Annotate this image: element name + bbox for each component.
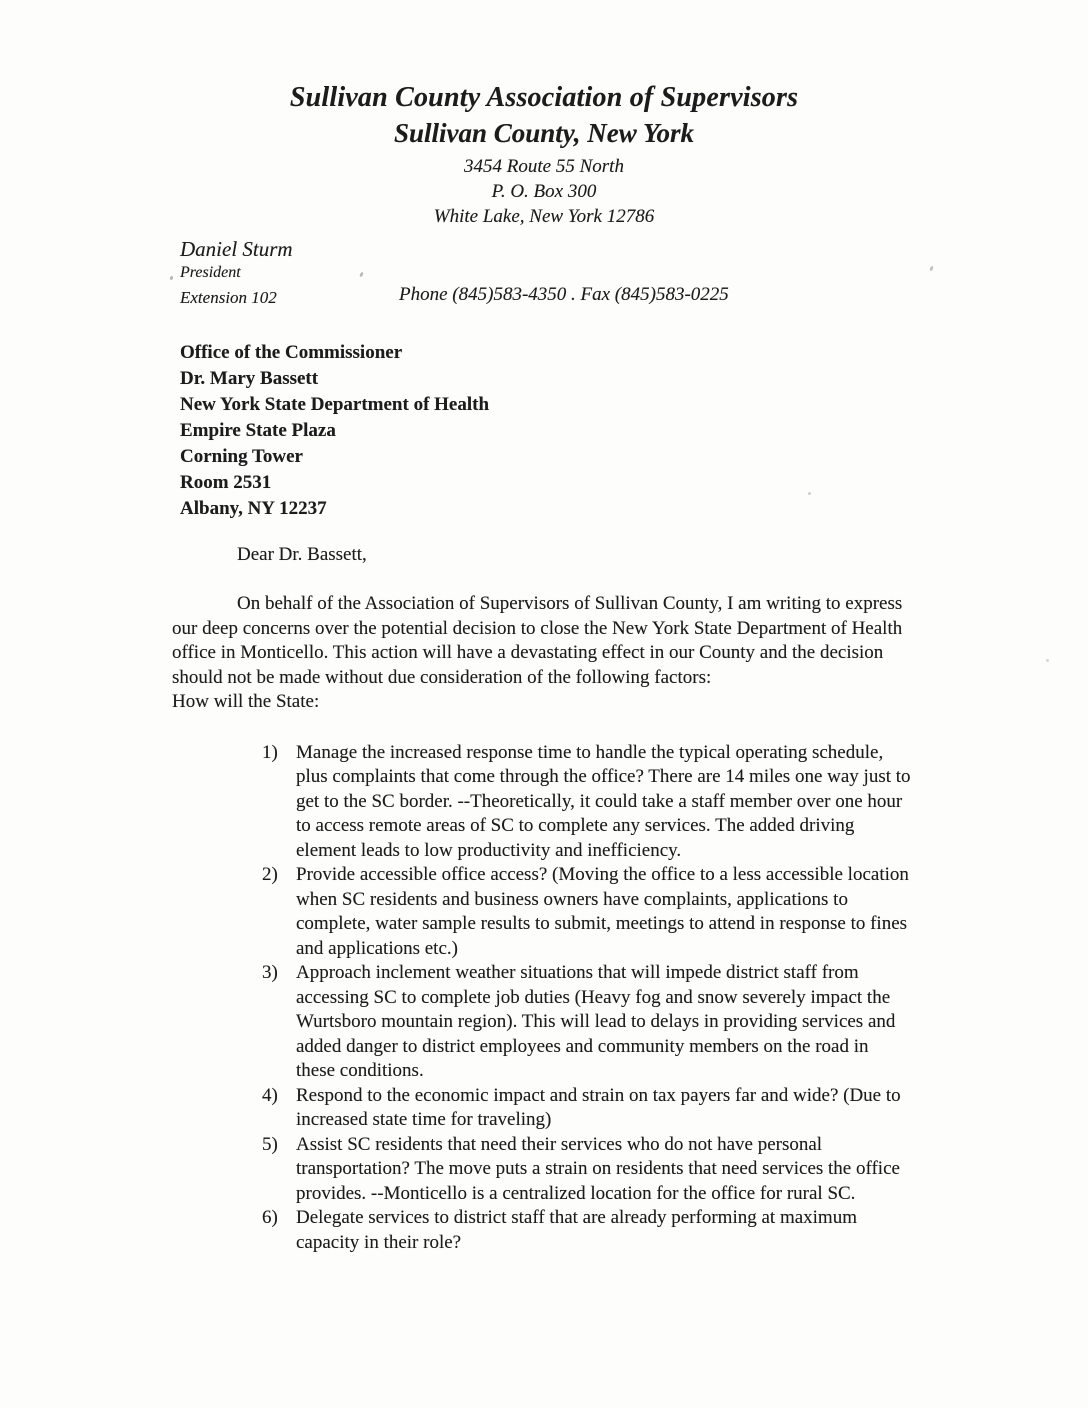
list-item-number: 6): [262, 1207, 278, 1228]
list-item-text: Manage the increased response time to handle the typical operating schedule, plus complaints that come through the office? There are 14 miles one way just to get to the SC border. --Theoretically, it could take a staff member over one hour to access remote areas of SC to complete any services. The added driving element leads to low productivity and inefficiency.: [296, 741, 911, 861]
scan-speck: [808, 492, 811, 495]
phone-fax-line: Phone (845)583-4350 . Fax (845)583-0225: [399, 284, 729, 305]
list-item-text: Provide accessible office access? (Moving the office to a less accessible location when SC residents and business owners have complaints, applications to complete, water sample results to submit, meetings to attend in response to fines and applications etc.): [296, 864, 909, 959]
list-item-number: 3): [262, 962, 278, 983]
address-pobox: P. O. Box 300: [491, 181, 597, 202]
recipient-line: Corning Tower: [180, 446, 303, 467]
contact-block: [180, 237, 1088, 309]
recipient-line: Albany, NY 12237: [180, 498, 327, 519]
recipient-block: [180, 340, 1088, 522]
list-item: [262, 1133, 912, 1207]
salutation: Dear Dr. Bassett,: [237, 544, 367, 565]
opening-paragraph: On behalf of the Association of Supervisors of Sullivan County, I am writing to express our deep concerns over the potential decision to close the New York State Department of Health office in Monticello. This action will have a devastating effect in our County and the decision should not be made without due consideration of the following factors:: [172, 593, 903, 688]
letter-body: [172, 592, 912, 1255]
org-location: Sullivan County, New York: [393, 118, 695, 148]
recipient-line: New York State Department of Health: [180, 394, 490, 415]
list-item-number: 1): [262, 741, 278, 763]
concerns-list: [262, 741, 912, 1256]
letterhead-address: [0, 154, 1088, 229]
list-item-number: 5): [262, 1133, 278, 1155]
letterhead: [0, 0, 1088, 229]
org-name: Sullivan County Association of Supervisors: [289, 82, 799, 113]
list-item: [262, 961, 912, 1084]
list-item: [262, 1206, 912, 1255]
address-street: 3454 Route 55 North: [464, 156, 624, 177]
list-lead-in: How will the State:: [172, 691, 320, 712]
list-item-number: 4): [262, 1084, 278, 1106]
contact-extension-row: [180, 286, 1088, 309]
recipient-line: Office of the Commissioner: [180, 342, 403, 363]
recipient-line: Dr. Mary Bassett: [180, 368, 319, 389]
list-item: [262, 741, 912, 864]
scan-speck: [169, 276, 173, 281]
list-item-number: 2): [262, 864, 278, 885]
recipient-line: Room 2531: [180, 472, 272, 493]
list-item: [262, 1084, 912, 1133]
recipient-line: Empire State Plaza: [180, 420, 336, 441]
address-city: White Lake, New York 12786: [433, 206, 655, 227]
list-item: [262, 863, 912, 961]
list-item-text: Respond to the economic impact and strain on tax payers far and wide? (Due to increased state time for traveling): [296, 1084, 901, 1130]
list-item-text: Approach inclement weather situations that will impede district staff from accessing SC to complete job duties (Heavy fog and snow severely impact the Wurtsboro mountain region). This will lead to delays in providing services and added danger to district employees and community members on the road in these conditions.: [296, 962, 896, 1081]
contact-name: Daniel Sturm: [180, 237, 293, 261]
list-item-text: Assist SC residents that need their services who do not have personal transportation? The move puts a strain on residents that need services the office provides. --Monticello is a centralized location for the office for rural SC.: [296, 1133, 900, 1204]
list-item-text: Delegate services to district staff that are already performing at maximum capacity in their role?: [296, 1207, 857, 1253]
scan-speck: [1046, 659, 1049, 662]
contact-title: President: [180, 264, 241, 281]
contact-extension: Extension 102: [180, 288, 277, 307]
